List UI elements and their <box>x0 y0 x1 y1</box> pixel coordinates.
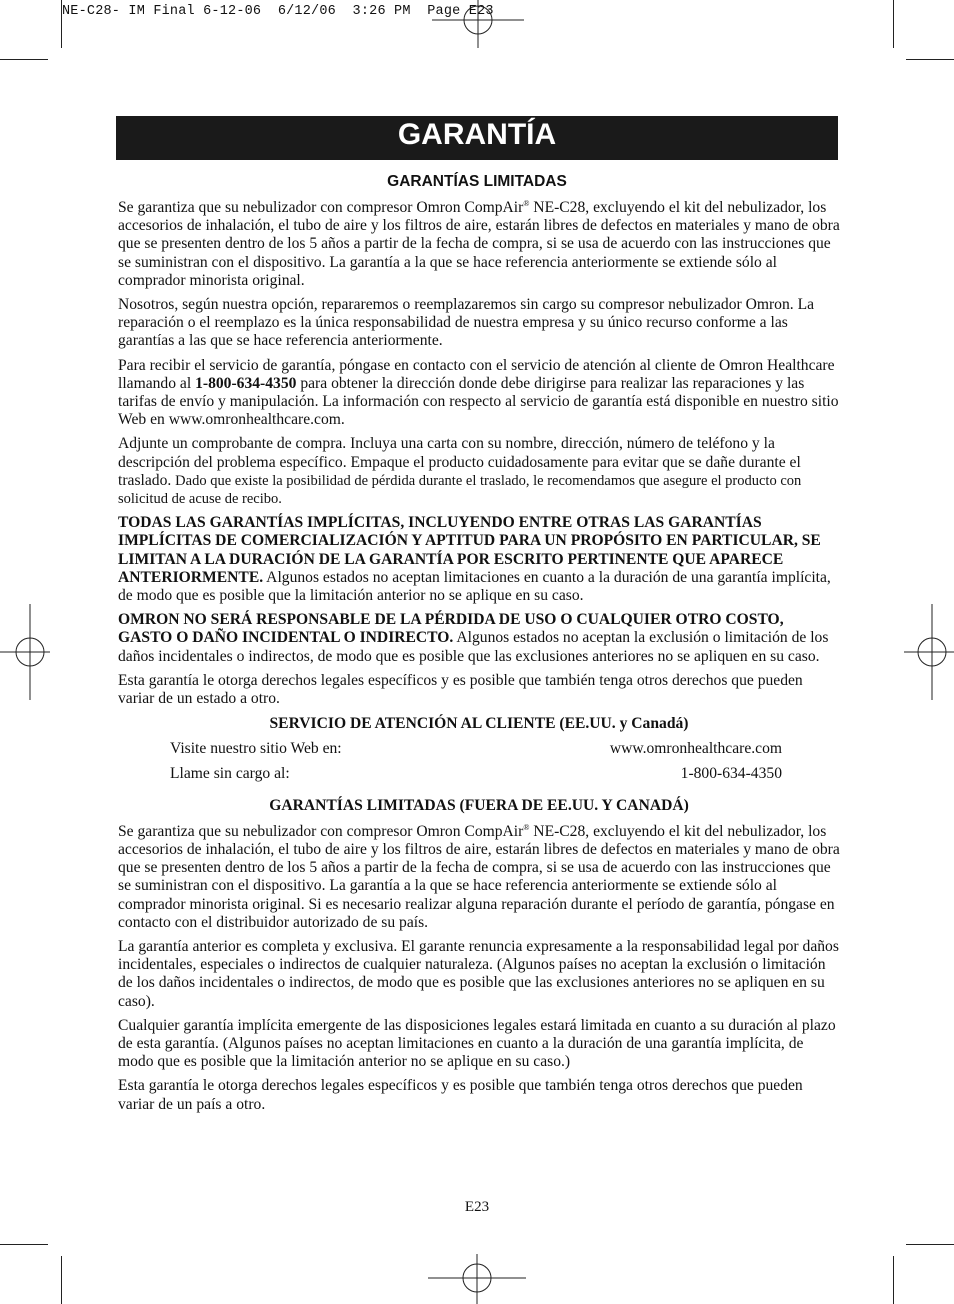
phone-number: 1-800-634-4350 <box>195 374 297 392</box>
crop-mark <box>893 0 894 48</box>
paragraph <box>118 199 840 290</box>
paragraph <box>118 435 840 508</box>
registration-mark-icon <box>432 0 524 50</box>
registered-mark: ® <box>523 822 530 832</box>
section-heading: GARANTÍAS LIMITADAS <box>387 173 567 190</box>
service-row-call <box>118 765 840 790</box>
paragraph <box>118 611 840 666</box>
paragraph: Cualquier garantía implícita emergente de las disposiciones legales estará limitada en cuanto a su duración al plazo de esta garantía. (Algunos países no aceptan limitaciones en cuanto a la duración de una garantía implícita, de modo que es posible que la limitación anterior no se aplique en su caso.) <box>118 1016 836 1071</box>
paragraph: Nosotros, según nuestra opción, repararemos o reemplazaremos sin cargo su compresor nebulizador Omron. La reparación o el reemplazo es la única responsabilidad de nuestra empresa y su único recurso conforme a las garantías a las que se hace referencia anteriormente. <box>118 296 815 350</box>
bold-text: TODAS LAS GARANTÍAS IMPLÍCITAS, INCLUYENDO ENTRE OTRAS LAS GARANTÍAS IMPLÍCITAS DE COMERCIALIZACIÓN Y APTITUD PARA UN PROPÓSITO EN PARTICULAR, SE LIMITAN A LA DURACIÓN DE LA GARANTÍA POR ESCRITO PERTINENTE QUE APARECE ANTERIORMENTE. <box>118 514 821 586</box>
text: Algunos estados no aceptan limitaciones en cuanto a la duración de una garantía implícita, de modo que es posible que la limitación anterior no se aplique en su caso. <box>118 568 831 605</box>
crop-mark <box>906 59 954 60</box>
text: para obtener la dirección donde debe dirigirse para realizar las reparaciones y las tarifas de envío y manipulación. La información con respecto al servicio de garantía está disponible en nuestro sitio Web en www.omronhealthcare.com. <box>118 374 839 429</box>
crop-mark <box>0 59 48 60</box>
registration-mark-icon <box>0 604 50 700</box>
text: Algunos estados no aceptan la exclusión o limitación de los daños incidentales o indirectos, de modo que es posible que las exclusiones anteriores no se apliquen en su caso. <box>118 629 829 665</box>
paragraph <box>118 357 840 430</box>
page-title: GARANTÍA <box>397 118 557 151</box>
bold-text: OMRON NO SERÁ RESPONSABLE DE LA PÉRDIDA DE USO O CUALQUIER OTRO COSTO, GASTO O DAÑO INCIDENTAL O INDIRECTO. <box>118 611 784 647</box>
crop-mark <box>61 1256 62 1304</box>
paragraph: La garantía anterior es completa y exclusiva. El garante renuncia expresamente a la responsabilidad legal por daños incidentales, especiales o indirectos de cualquier naturaleza. (Algunos países no aceptan la exclusión o limitación de los daños incidentales o indirectos, de modo que es posible que las exclusiones anteriores no se apliquen en su caso). <box>118 937 839 1010</box>
call-label: Llame sin cargo al: <box>170 765 290 783</box>
page-number: E23 <box>464 1199 490 1215</box>
text: Se garantiza que su nebulizador con compresor Omron CompAir <box>118 199 524 216</box>
crop-mark <box>0 1244 48 1245</box>
service-row-web <box>118 740 840 765</box>
text: NE-C28, excluyendo el kit del nebulizador, los accesorios de inhalación, el tubo de aire y los filtros de aire, estarán libres de defectos en materiales y mano de obra que se presenten dentro de los 5 años a partir de la fecha de compra, si se usa de acuerdo con las instrucciones que se suministran con el dispositivo. La garantía a la que se hace referencia anteriormente se extiende sólo al comprador minorista original. <box>118 199 840 289</box>
web-value: www.omronhealthcare.com <box>609 740 782 758</box>
crop-mark <box>893 1256 894 1304</box>
print-slug: NE-C28- IM Final 6-12-06 6/12/06 3:26 PM Page E23 <box>62 4 494 19</box>
section-heading-international: GARANTÍAS LIMITADAS (FUERA DE EE.UU. Y CANADÁ) <box>269 797 689 815</box>
service-heading: SERVICIO DE ATENCIÓN AL CLIENTE (EE.UU. y Canadá) <box>269 715 689 733</box>
registered-mark: ® <box>523 198 530 208</box>
text: Se garantiza que su nebulizador con compresor Omron CompAir <box>118 822 524 840</box>
paragraph: Esta garantía le otorga derechos legales específicos y es posible que también tenga otros derechos que pueden variar de un país a otro. <box>118 1077 803 1113</box>
title-banner <box>116 116 838 160</box>
text: Dado que existe la posibilidad de pérdida durante el traslado, le recomendamos que asegure el producto con solicitud de acuse de recibo. <box>118 472 802 508</box>
paragraph <box>118 823 840 932</box>
paragraph: Esta garantía le otorga derechos legales específicos y es posible que también tenga otros derechos que pueden variar de un estado a otro. <box>118 671 803 708</box>
crop-mark <box>61 0 62 48</box>
registration-mark-icon <box>904 604 954 700</box>
web-label: Visite nuestro sitio Web en: <box>170 740 342 758</box>
paragraph <box>118 514 840 605</box>
text: Adjunte un comprobante de compra. Incluya una carta con su nombre, dirección, número de teléfono y la descripción del problema específico. Empaque el producto cuidadosamente para evitar que se dañe durante el traslado. <box>118 435 801 489</box>
text: Para recibir el servicio de garantía, póngase en contacto con el servicio de atención al cliente de Omron Healthcare llamando al <box>118 356 835 392</box>
text: NE-C28, excluyendo el kit del nebulizador, los accesorios de inhalación, el tubo de aire y los filtros de aire, estarán libres de defectos en materiales y mano de obra que se presenten dentro de los 5 años a partir de la fecha de compra, si se usa de acuerdo con las instrucciones que se suministran con el dispositivo. La garantía a la que se hace referencia anteriormente se extiende sólo al comprador minorista original. Si es necesario realizar alguna reparación durante el período de garantía, póngase en contacto con el distribuidor autorizado de su país. <box>118 822 840 931</box>
crop-mark <box>906 1244 954 1245</box>
registration-mark-icon <box>428 1254 526 1304</box>
warranty-body <box>118 199 840 1120</box>
call-value: 1-800-634-4350 <box>680 765 782 783</box>
